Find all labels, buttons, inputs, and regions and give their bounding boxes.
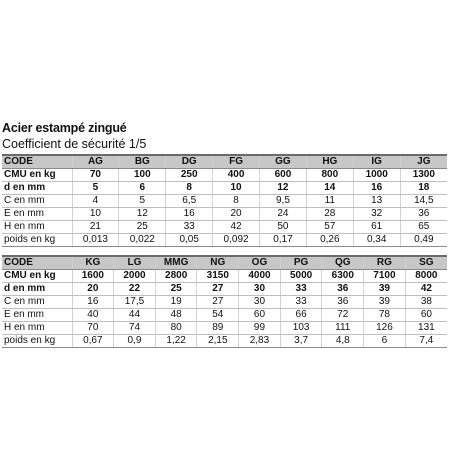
table-cell: 250 [166, 169, 213, 182]
column-header-code: MMG [155, 256, 197, 270]
column-header-code: BG [119, 155, 166, 169]
row-label: CMU en kg [2, 169, 72, 182]
row-label: poids en kg [2, 234, 72, 247]
table-cell: 33 [166, 221, 213, 234]
table-cell: 103 [280, 322, 322, 335]
table-cell: 61 [353, 221, 400, 234]
table-cell: 39 [364, 283, 406, 296]
row-label: H en mm [2, 322, 72, 335]
table-cell: 14 [306, 182, 353, 195]
table-cell: 16 [72, 296, 114, 309]
table-cell: 27 [197, 296, 239, 309]
table-cell: 36 [400, 208, 447, 221]
table-cell: 54 [197, 309, 239, 322]
table-cell: 60 [405, 309, 447, 322]
table-cell: 1,22 [155, 335, 197, 348]
row-label: poids en kg [2, 335, 72, 348]
column-header-code: GG [260, 155, 307, 169]
table-cell: 0,34 [353, 234, 400, 247]
table-cell: 5 [72, 182, 119, 195]
column-header-code: AG [72, 155, 119, 169]
table-cell: 0,9 [114, 335, 156, 348]
table-cell: 0,17 [260, 234, 307, 247]
column-header-code: JG [400, 155, 447, 169]
column-header-label: CODE [2, 155, 72, 169]
table-cell: 9,5 [260, 195, 307, 208]
table-cell: 25 [155, 283, 197, 296]
table-cell: 800 [306, 169, 353, 182]
table-cell: 0,022 [119, 234, 166, 247]
table-cell: 0,05 [166, 234, 213, 247]
spec-table-2 [2, 255, 447, 348]
spec-table-1-body [2, 155, 447, 247]
table-cell: 21 [72, 221, 119, 234]
table-cell: 60 [239, 309, 281, 322]
table-cell: 600 [260, 169, 307, 182]
table-row [2, 283, 447, 296]
table-row [2, 322, 447, 335]
table-cell: 4000 [239, 270, 281, 283]
table-cell: 3,7 [280, 335, 322, 348]
table-cell: 14,5 [400, 195, 447, 208]
table-row [2, 182, 447, 195]
table-cell: 48 [155, 309, 197, 322]
column-header-code: IG [353, 155, 400, 169]
table-row [2, 270, 447, 283]
table-cell: 33 [280, 283, 322, 296]
table-cell: 65 [400, 221, 447, 234]
table-row [2, 169, 447, 182]
table-row [2, 309, 447, 322]
table-cell: 0,26 [306, 234, 353, 247]
table-cell: 30 [239, 283, 281, 296]
spec-table-2-body [2, 256, 447, 348]
table-cell: 111 [322, 322, 364, 335]
table-cell: 131 [405, 322, 447, 335]
table-cell: 19 [155, 296, 197, 309]
table-cell: 72 [322, 309, 364, 322]
table-cell: 39 [364, 296, 406, 309]
table-cell: 70 [72, 322, 114, 335]
table-cell: 6,5 [166, 195, 213, 208]
table-cell: 5 [119, 195, 166, 208]
table-cell: 27 [197, 283, 239, 296]
table-cell: 80 [155, 322, 197, 335]
table-row [2, 195, 447, 208]
table-cell: 13 [353, 195, 400, 208]
table-cell: 0,49 [400, 234, 447, 247]
table-cell: 8 [166, 182, 213, 195]
table-cell: 2,83 [239, 335, 281, 348]
table-cell: 25 [119, 221, 166, 234]
table-row [2, 335, 447, 348]
table-cell: 7,4 [405, 335, 447, 348]
row-label: E en mm [2, 309, 72, 322]
table-cell: 36 [322, 296, 364, 309]
table-cell: 3150 [197, 270, 239, 283]
row-label: C en mm [2, 296, 72, 309]
table-cell: 70 [72, 169, 119, 182]
table-cell: 8 [213, 195, 260, 208]
table-cell: 33 [280, 296, 322, 309]
table-row [2, 155, 447, 169]
column-header-code: OG [239, 256, 281, 270]
table-cell: 66 [280, 309, 322, 322]
table-row [2, 234, 447, 247]
table-cell: 10 [213, 182, 260, 195]
table-row [2, 208, 447, 221]
column-header-code: FG [213, 155, 260, 169]
table-cell: 2800 [155, 270, 197, 283]
table-cell: 12 [119, 208, 166, 221]
row-label: E en mm [2, 208, 72, 221]
column-header-code: QG [322, 256, 364, 270]
table-cell: 16 [353, 182, 400, 195]
table-row [2, 296, 447, 309]
table-cell: 10 [72, 208, 119, 221]
table-cell: 44 [114, 309, 156, 322]
column-header-code: PG [280, 256, 322, 270]
table-cell: 22 [114, 283, 156, 296]
table-cell: 2,15 [197, 335, 239, 348]
table-cell: 12 [260, 182, 307, 195]
row-label: H en mm [2, 221, 72, 234]
table-cell: 6 [119, 182, 166, 195]
table-cell: 42 [213, 221, 260, 234]
table-cell: 32 [353, 208, 400, 221]
table-cell: 50 [260, 221, 307, 234]
table-cell: 30 [239, 296, 281, 309]
table-cell: 11 [306, 195, 353, 208]
table-cell: 1600 [72, 270, 114, 283]
spec-table-1 [2, 154, 447, 247]
table-cell: 4 [72, 195, 119, 208]
column-header-code: NG [197, 256, 239, 270]
table-cell: 7100 [364, 270, 406, 283]
table-cell: 78 [364, 309, 406, 322]
table-cell: 28 [306, 208, 353, 221]
column-header-code: KG [72, 256, 114, 270]
table-cell: 5000 [280, 270, 322, 283]
table-row [2, 221, 447, 234]
table-cell: 0,092 [213, 234, 260, 247]
table-cell: 400 [213, 169, 260, 182]
table-cell: 20 [72, 283, 114, 296]
column-header-code: HG [306, 155, 353, 169]
section-title: Acier estampé zingué [2, 121, 127, 135]
table-cell: 8000 [405, 270, 447, 283]
table-cell: 1300 [400, 169, 447, 182]
column-header-code: SG [405, 256, 447, 270]
column-header-code: LG [114, 256, 156, 270]
table-cell: 20 [213, 208, 260, 221]
row-label: CMU en kg [2, 270, 72, 283]
table-cell: 74 [114, 322, 156, 335]
table-cell: 99 [239, 322, 281, 335]
table-cell: 18 [400, 182, 447, 195]
table-cell: 6 [364, 335, 406, 348]
table-cell: 40 [72, 309, 114, 322]
section-subtitle: Coefficient de sécurité 1/5 [2, 137, 147, 151]
row-label: C en mm [2, 195, 72, 208]
table-cell: 42 [405, 283, 447, 296]
table-cell: 57 [306, 221, 353, 234]
column-header-code: RG [364, 256, 406, 270]
table-cell: 4,8 [322, 335, 364, 348]
table-cell: 6300 [322, 270, 364, 283]
row-label: d en mm [2, 182, 72, 195]
table-row [2, 256, 447, 270]
table-cell: 0,013 [72, 234, 119, 247]
row-label: d en mm [2, 283, 72, 296]
table-cell: 89 [197, 322, 239, 335]
table-cell: 17,5 [114, 296, 156, 309]
table-cell: 16 [166, 208, 213, 221]
column-header-code: DG [166, 155, 213, 169]
table-cell: 1000 [353, 169, 400, 182]
table-cell: 38 [405, 296, 447, 309]
table-cell: 0,67 [72, 335, 114, 348]
table-cell: 36 [322, 283, 364, 296]
table-cell: 24 [260, 208, 307, 221]
table-cell: 2000 [114, 270, 156, 283]
table-cell: 100 [119, 169, 166, 182]
table-cell: 126 [364, 322, 406, 335]
column-header-label: CODE [2, 256, 72, 270]
